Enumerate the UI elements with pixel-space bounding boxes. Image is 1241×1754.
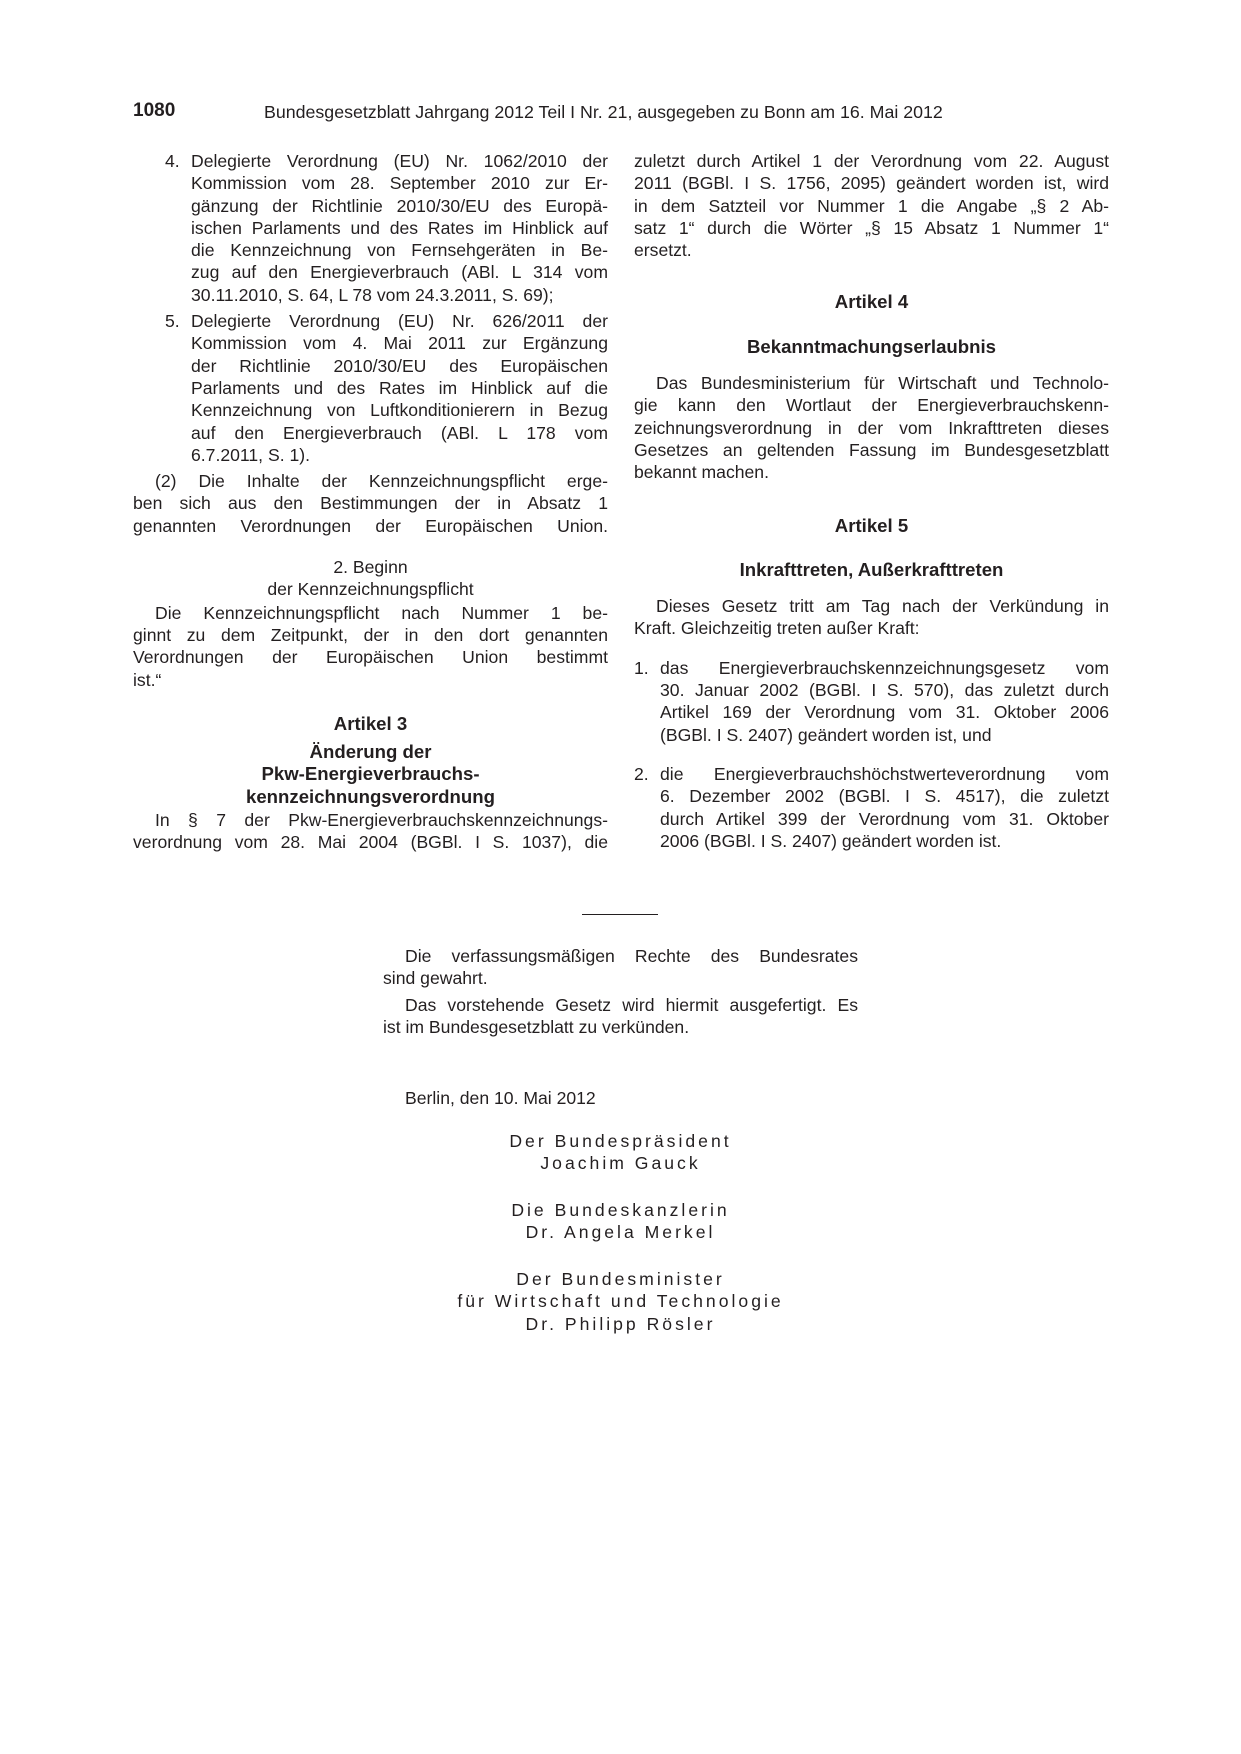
- artikel-3-paragraph: [133, 809, 608, 854]
- signature-bundespraesident: [383, 1130, 858, 1175]
- text-line: 6. Dezember 2002 (BGBl. I S. 4517), die zuletzt: [660, 786, 1109, 807]
- left-column: [133, 150, 608, 854]
- text-line: Kraft. Gleichzeitig treten außer Kraft:: [634, 618, 920, 639]
- text-line: Die Kennzeichnungspflicht nach Nummer 1 be-: [155, 602, 608, 623]
- heading-line: Pkw-Energieverbrauchs-: [261, 763, 480, 785]
- signature-bundesminister: [383, 1268, 858, 1335]
- closing-paragraph-1: [383, 945, 858, 990]
- text-line: gie kann den Wortlaut der Energieverbrauchskenn-: [634, 395, 1109, 416]
- signatory-name: Dr. Angela Merkel: [525, 1222, 716, 1243]
- text-line: (BGBl. I S. 2407) geändert worden ist, und: [660, 724, 992, 745]
- text-line: durch Artikel 399 der Verordnung vom 31. Oktober: [660, 808, 1109, 829]
- text-line: ist.“: [133, 669, 162, 690]
- text-line: gänzung der Richtlinie 2010/30/EU des Europä-: [191, 195, 608, 216]
- artikel-4-paragraph: [634, 372, 1109, 483]
- artikel-3-heading: [133, 741, 608, 808]
- text-line: genannten Verordnungen der Europäischen Union.: [133, 515, 608, 536]
- page-header: [133, 100, 1108, 124]
- text-line: In § 7 der Pkw-Energieverbrauchskennzeichnungs-: [155, 810, 608, 831]
- artikel-5-title: Artikel 5: [834, 514, 909, 536]
- text-line: Delegierte Verordnung (EU) Nr. 626/2011 der: [191, 311, 608, 332]
- text-line: satz 1“ durch die Wörter „§ 15 Absatz 1 Nummer 1“: [634, 217, 1109, 238]
- heading-line: kennzeichnungsverordnung: [246, 785, 495, 807]
- text-line: Kennzeichnung von Luftkonditionierern in Bezug: [191, 400, 608, 421]
- text-line: Delegierte Verordnung (EU) Nr. 1062/2010 der: [191, 151, 608, 171]
- artikel-5-heading: Inkrafttreten, Außerkrafttreten: [739, 558, 1004, 580]
- text-line: ist im Bundesgesetzblatt zu verkünden.: [383, 1016, 690, 1037]
- list-number: 4.: [165, 151, 180, 171]
- list-number: 1.: [634, 657, 649, 678]
- text-line: 6.7.2011, S. 1).: [191, 444, 310, 465]
- subheading-beginn: [133, 556, 608, 601]
- text-line: Parlaments und des Rates im Hinblick auf die: [191, 377, 608, 398]
- text-line: Kommission vom 28. September 2010 zur Er-: [191, 173, 608, 194]
- list-item: [634, 657, 1109, 746]
- signatory-role: Der Bundesminister: [516, 1269, 725, 1289]
- artikel-3-continuation: [634, 150, 1109, 261]
- heading-line: Änderung der: [309, 741, 432, 763]
- signature-bundeskanzlerin: [383, 1199, 858, 1244]
- text-line: zug auf den Energieverbrauch (ABl. L 314 vom: [191, 262, 608, 283]
- signatory-role: für Wirtschaft und Technologie: [457, 1291, 784, 1312]
- text-line: Das Bundesministerium für Wirtschaft und Technolo-: [656, 373, 1109, 394]
- text-line: Artikel 169 der Verordnung vom 31. Oktober 2006: [660, 702, 1109, 723]
- artikel-4-heading: Bekanntmachungserlaubnis: [746, 335, 996, 357]
- text-line: ben sich aus den Bestimmungen der in Absatz 1: [133, 493, 608, 514]
- text-line: das Energieverbrauchskennzeichnungsgesetz vom: [660, 657, 1109, 678]
- list-item: [133, 310, 608, 466]
- text-line: sind gewahrt.: [383, 968, 488, 989]
- text-line: zuletzt durch Artikel 1 der Verordnung vom 22. August: [634, 151, 1109, 171]
- text-line: Verordnungen der Europäischen Union bestimmt: [133, 647, 608, 668]
- text-line: 30.11.2010, S. 64, L 78 vom 24.3.2011, S. 69);: [191, 284, 554, 305]
- closing-formula: [383, 945, 858, 1038]
- signatory-role: Die Bundeskanzlerin: [511, 1200, 730, 1220]
- text-line: ersetzt.: [634, 240, 692, 261]
- text-line: auf den Energieverbrauch (ABl. L 178 vom: [191, 422, 608, 443]
- paragraph-beginn: [133, 602, 608, 691]
- text-line: Kommission vom 4. Mai 2011 zur Ergänzung: [191, 333, 608, 354]
- text-line: bekannt machen.: [634, 462, 769, 483]
- paragraph-2: [133, 470, 608, 537]
- text-line: zeichnungsverordnung in der vom Inkrafttreten dieses: [634, 417, 1109, 438]
- signatory-name: Dr. Philipp Rösler: [525, 1313, 716, 1334]
- text-line: 30. Januar 2002 (BGBl. I S. 570), das zuletzt durch: [660, 680, 1109, 701]
- text-line: Die verfassungsmäßigen Rechte des Bundesrates: [405, 946, 858, 966]
- text-line: 2006 (BGBl. I S. 2407) geändert worden ist.: [660, 830, 1002, 851]
- text-line: Gesetzes an geltenden Fassung im Bundesgesetzblatt: [634, 439, 1109, 460]
- text-line: Dieses Gesetz tritt am Tag nach der Verkündung in: [656, 596, 1109, 617]
- artikel-4-title: Artikel 4: [834, 291, 909, 313]
- list-item: [133, 150, 608, 306]
- separator-line: [582, 914, 658, 915]
- closing-paragraph-2: [383, 994, 858, 1039]
- list-number: 5.: [165, 311, 180, 332]
- text-line: ischen Parlaments und des Rates im Hinblick auf: [191, 217, 608, 238]
- text-line: in dem Satzteil vor Nummer 1 die Angabe „§ 2 Ab-: [634, 195, 1109, 216]
- artikel-3-title: Artikel 3: [333, 712, 408, 734]
- list-item: [634, 763, 1109, 852]
- text-line: 2011 (BGBl. I S. 1756, 2095) geändert worden ist, wird: [634, 173, 1109, 194]
- right-column: [634, 150, 1109, 852]
- signatory-role: Der Bundespräsident: [509, 1131, 732, 1151]
- text-line: der Richtlinie 2010/30/EU des Europäischen: [191, 355, 608, 376]
- text-line: ginnt zu dem Zeitpunkt, der in den dort genannten: [133, 624, 608, 645]
- text-line: Das vorstehende Gesetz wird hiermit ausgefertigt. Es: [405, 994, 858, 1015]
- header-title: Bundesgesetzblatt Jahrgang 2012 Teil I Nr. 21, ausgegeben zu Bonn am 16. Mai 2012: [264, 102, 943, 122]
- text-line: die Energieverbrauchshöchstwerteverordnung vom: [660, 763, 1109, 784]
- text-line: die Kennzeichnung von Fernsehgeräten in Be-: [191, 240, 608, 261]
- text-line: (2) Die Inhalte der Kennzeichnungspflicht erge-: [155, 471, 608, 492]
- subheading-line: der Kennzeichnungspflicht: [267, 579, 474, 600]
- list-number: 2.: [634, 763, 649, 784]
- page-number: 1080: [133, 100, 176, 121]
- artikel-5-paragraph: [634, 595, 1109, 640]
- signatory-name: Joachim Gauck: [540, 1153, 701, 1174]
- signature-date: Berlin, den 10. Mai 2012: [405, 1088, 596, 1108]
- text-line: verordnung vom 28. Mai 2004 (BGBl. I S. 1037), die: [133, 832, 608, 853]
- subheading-line: 2. Beginn: [333, 557, 408, 578]
